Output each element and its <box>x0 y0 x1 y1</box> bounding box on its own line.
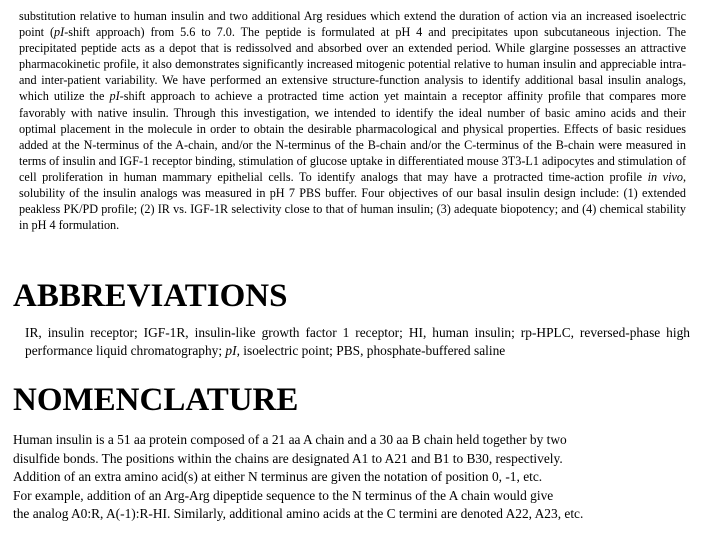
nomenclature-line: For example, addition of an Arg-Arg dipeptide sequence to the N terminus of the A chain would give <box>13 487 554 503</box>
nomenclature-paragraph <box>13 431 703 524</box>
intro-italic-pi-2: pI <box>109 89 120 104</box>
nomenclature-line: Addition of an extra amino acid(s) at either N terminus are given the notation of position 0, -1, etc. <box>13 469 543 485</box>
intro-italic-pi-1: pI <box>54 25 65 40</box>
nomenclature-line: Human insulin is a 51 aa protein composed of a 21 aa A chain and a 30 aa B chain held together by two <box>13 432 567 447</box>
abbreviations-heading: ABBREVIATIONS <box>13 278 288 314</box>
nomenclature-line: disulfide bonds. The positions within the chains are designated A1 to A21 and B1 to B30, respectively. <box>13 450 563 466</box>
intro-italic-in-vivo: in vivo <box>647 169 683 184</box>
intro-paragraph <box>19 8 686 233</box>
nomenclature-line: the analog A0:R, A(-1):R-HI. Similarly, additional amino acids at the C termini are denoted A22, A23, etc. <box>13 506 584 522</box>
abbreviations-paragraph <box>25 324 690 360</box>
intro-text-3: -shift approach to achieve a protracted time action yet maintain a receptor affinity profile that compares more favorably with native insulin. Through this investigation, we intended to identify the ideal number of basic amino acids and their optimal placement in the molecule in order to obtain the desirable pharmacological and physical properties. Effects of basic residues added at the N-terminus of the A-chain, and/or the N-terminus of the B-chain and/or the C-terminus of the B-chain were measured in terms of insulin and IGF-1 receptor binding, stimulation of glucose uptake in differentiated mouse 3T3-L1 adipocytes and stimulation of cell proliferation in human mammary epithelial cells. To identify analogs that may have a protracted time-action profile <box>19 89 686 184</box>
intro-text-1: substitution relative to human insulin and two additional Arg residues which extend the duration of action via an increased isoelectric point ( <box>19 9 686 40</box>
abbreviations-text-1: IR, insulin receptor; IGF-1R, insulin-like growth factor 1 receptor; HI, human insulin; rp-HPLC, reversed-phase high performance liquid chromatography; <box>25 325 690 358</box>
abbreviations-text-2: isoelectric point; PBS, phosphate-buffered saline <box>239 343 506 358</box>
intro-text-4: , solubility of the insulin analogs was measured in pH 7 PBS buffer. Four objectives of our basal insulin design include: (1) extended peakless PK/PD profile; (2) IR vs. IGF-1R selectivity close to that of human insulin; (3) adequate biopotency; and (4) chemical stability in pH 4 formulation. <box>19 169 687 233</box>
intro-text-2: -shift approach) from 5.6 to 7.0. The peptide is formulated at pH 4 and precipitates upon subcutaneous injection. The precipitated peptide acts as a depot that is redissolved and absorbed over an extended period. While glargine possesses an attractive pharmacokinetic profile, it also demonstrates significantly increased mitogenic potential relative to human insulin and appreciable intra- and inter-patient variability. We have performed an extensive structure-function analysis to identify additional basal insulin analogs, which utilize the <box>19 25 686 104</box>
nomenclature-heading: NOMENCLATURE <box>13 382 299 418</box>
abbreviations-italic-pi: pI, <box>225 343 240 358</box>
